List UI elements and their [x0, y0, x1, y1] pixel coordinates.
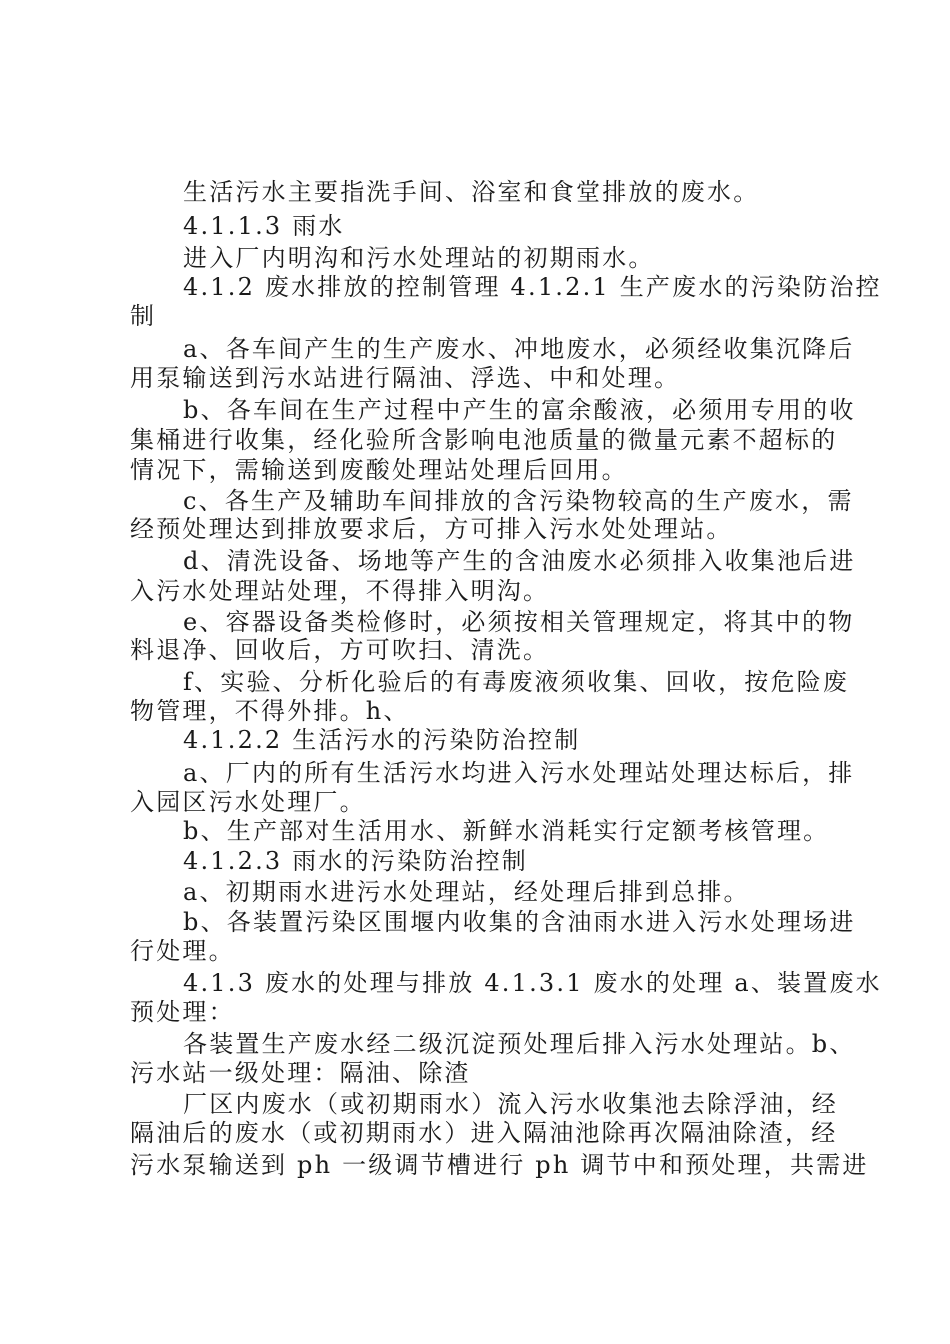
text-line: 情况下，需输送到废酸处理站处理后回用。	[130, 456, 628, 484]
text-line: f、实验、分析化验后的有毒废液须收集、回收，按危险废	[183, 668, 850, 696]
text-line: a、各车间产生的生产废水、冲地废水，必须经收集沉降后	[183, 335, 855, 363]
text-line: 进入厂内明沟和污水处理站的初期雨水。	[183, 244, 655, 272]
text-line: b、各车间在生产过程中产生的富余酸液，必须用专用的收	[183, 396, 856, 424]
text-line: 预处理：	[130, 998, 235, 1026]
text-line: 隔油后的废水（或初期雨水）进入隔油池除再次隔油除渣，经	[130, 1119, 838, 1147]
text-line: 料退净、回收后，方可吹扫、清洗。	[130, 636, 550, 664]
text-line: 集桶进行收集，经化验所含影响电池质量的微量元素不超标的	[130, 426, 838, 454]
text-line: 经预处理达到排放要求后，方可排入污水处处理站。	[130, 515, 733, 543]
section-heading: 4.1.2 废水排放的控制管理 4.1.2.1 生产废水的污染防治控	[183, 273, 882, 301]
text-line: 厂区内废水（或初期雨水）流入污水收集池去除浮油，经	[183, 1090, 838, 1118]
text-line: 生活污水主要指洗手间、浴室和食堂排放的废水。	[183, 178, 760, 206]
text-line: a、初期雨水进污水处理站，经处理后排到总排。	[183, 878, 750, 906]
text-line: a、厂内的所有生活污水均进入污水处理站处理达标后，排	[183, 759, 855, 787]
text-line: e、容器设备类检修时，必须按相关管理规定，将其中的物	[183, 608, 855, 636]
text-line: d、清洗设备、场地等产生的含油废水必须排入收集池后进	[183, 547, 856, 575]
section-heading: 4.1.3 废水的处理与排放 4.1.3.1 废水的处理 a、装置废水	[183, 969, 882, 997]
text-line: 污水泵输送到 ph 一级调节槽进行 ph 调节中和预处理，共需进	[130, 1151, 869, 1179]
section-heading: 4.1.2.2 生活污水的污染防治控制	[183, 726, 581, 754]
text-line: 物管理，不得外排。h、	[130, 697, 410, 725]
text-line: 行处理。	[130, 937, 235, 965]
text-line: 入污水处理站处理，不得排入明沟。	[130, 577, 550, 605]
text-line: 各装置生产废水经二级沉淀预处理后排入污水处理站。b、	[183, 1030, 856, 1058]
text-line: 入园区污水处理厂。	[130, 788, 366, 816]
section-heading: 4.1.1.3 雨水	[183, 212, 345, 240]
text-line: 制	[130, 302, 157, 330]
text-line: b、各装置污染区围堰内收集的含油雨水进入污水处理场进	[183, 908, 856, 936]
text-line: 用泵输送到污水站进行隔油、浮选、中和处理。	[130, 364, 681, 392]
text-line: c、各生产及辅助车间排放的含污染物较高的生产废水，需	[183, 487, 854, 515]
section-heading: 4.1.2.3 雨水的污染防治控制	[183, 847, 528, 875]
text-line: b、生产部对生活用水、新鲜水消耗实行定额考核管理。	[183, 817, 830, 845]
text-line: 污水站一级处理：隔油、除渣	[130, 1059, 471, 1087]
